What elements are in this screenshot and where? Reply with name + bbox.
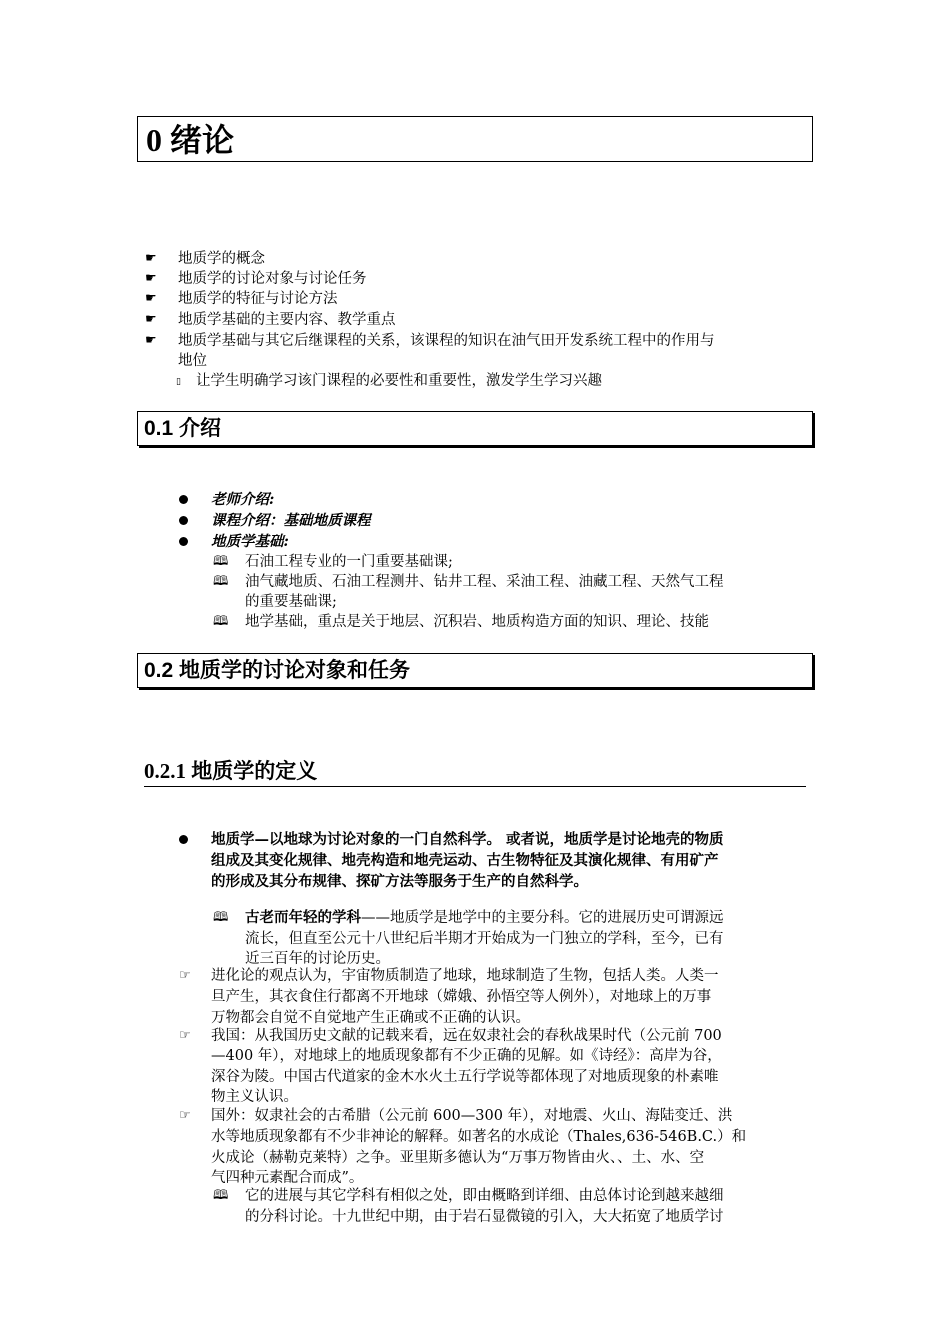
goal-marker-icon: ▯ bbox=[176, 377, 181, 387]
evolution-line-1: 进化论的观点认为，宇宙物质制造了地球，地球制造了生物，包括人类。人类一 bbox=[211, 968, 719, 984]
pointing-hand-icon: ☛ bbox=[145, 271, 157, 286]
china-line-4: 物主义认识。 bbox=[211, 1089, 298, 1105]
foundation-item-2: 油气藏地质、石油工程测井、钻井工程、采油工程、油藏工程、天然气工程 bbox=[245, 574, 724, 590]
definition-line-2: 组成及其变化规律、地壳构造和地壳运动、古生物特征及其演化规律、有用矿产 bbox=[211, 852, 719, 869]
definition-line-3: 的形成及其分布规律、探矿方法等服务于生产的自然科学。 bbox=[211, 873, 588, 890]
progress-line-1: 它的进展与其它学科有相似之处，即由概略到详细、由总体讨论到越来越细 bbox=[245, 1188, 724, 1204]
history-line-2: 流长，但直至公元十八世纪后半期才开始成为一门独立的学科，至今，已有 bbox=[245, 931, 724, 947]
progress-line-2: 的分科讨论。十九世纪中期，由于岩石显微镜的引入，大大拓宽了地质学讨 bbox=[245, 1209, 724, 1225]
history-line-3: 近三百年的讨论历史。 bbox=[245, 951, 390, 967]
foundation-item-1: 石油工程专业的一门重要基础课; bbox=[245, 554, 453, 570]
book-icon: 🕮 bbox=[213, 574, 229, 589]
book-icon: 🕮 bbox=[213, 614, 229, 629]
pointing-hand-icon: ☛ bbox=[145, 312, 157, 327]
foreign-line-4: 气四种元素配合而成”。 bbox=[211, 1170, 364, 1186]
definition-line-1: 地质学—以地球为讨论对象的一门自然科学。 或者说，地质学是讨论地壳的物质 bbox=[211, 831, 724, 848]
pointing-hand-icon: ☛ bbox=[145, 291, 157, 306]
pointing-hand-icon: ☛ bbox=[145, 251, 157, 266]
pointing-hand-icon: ☛ bbox=[145, 333, 157, 348]
section-0-1-title: 0.1 介绍 bbox=[137, 411, 813, 446]
chapter-title: 0 绪论 bbox=[137, 116, 813, 162]
foundation-item-2-cont: 的重要基础课; bbox=[245, 594, 337, 610]
history-line-1-rest: ——地质学是地学中的主要分科。它的进展历史可谓源远 bbox=[361, 910, 724, 926]
outline-item-content: 地质学基础的主要内容、教学重点 bbox=[178, 312, 396, 328]
course-intro: 课程介绍：基础地质课程 bbox=[211, 512, 371, 529]
china-line-1: 我国：从我国历史文献的记载来看，远在奴隶社会的春秋战果时代（公元前 700 bbox=[211, 1028, 722, 1044]
pointing-hand-outline-icon: ☞ bbox=[179, 1108, 191, 1123]
book-icon: 🕮 bbox=[213, 554, 229, 569]
book-icon: 🕮 bbox=[213, 910, 229, 925]
outline-item-object: 地质学的讨论对象与讨论任务 bbox=[178, 271, 367, 287]
evolution-line-2: 旦产生，其衣食住行都离不开地球（嫦娥、孙悟空等人例外），对地球上的万事 bbox=[211, 989, 712, 1005]
bullet-icon bbox=[179, 516, 188, 525]
outline-goal: 让学生明确学习该门课程的必要性和重要性，激发学生学习兴趣 bbox=[196, 373, 602, 389]
china-line-2: —400 年），对地球上的地质现象都有不少正确的见解。如《诗经》：高岸为谷， bbox=[211, 1048, 722, 1064]
section-0-2-1-title: 0.2.1 地质学的定义 bbox=[144, 756, 806, 787]
bullet-icon bbox=[179, 835, 188, 844]
foreign-line-1: 国外：奴隶社会的古希腊（公元前 600—300 年），对地震、火山、海陆变迁、洪 bbox=[211, 1108, 733, 1124]
outline-item-concept: 地质学的概念 bbox=[178, 251, 265, 267]
teacher-intro: 老师介绍: bbox=[211, 491, 275, 508]
history-line-1 bbox=[245, 908, 724, 928]
book-icon: 🕮 bbox=[213, 1188, 229, 1203]
evolution-line-3: 万物都会自觉不自觉地产生正确或不正确的认识。 bbox=[211, 1010, 530, 1026]
foreign-line-2: 水等地质现象都有不少非神论的解释。如著名的水成论（Thales,636-546B.C.）和 bbox=[211, 1129, 747, 1145]
outline-item-relation-cont: 地位 bbox=[178, 353, 207, 369]
bullet-icon bbox=[179, 537, 188, 546]
outline-item-features: 地质学的特征与讨论方法 bbox=[178, 291, 338, 307]
pointing-hand-outline-icon: ☞ bbox=[179, 968, 191, 983]
pointing-hand-outline-icon: ☞ bbox=[179, 1028, 191, 1043]
bullet-icon bbox=[179, 495, 188, 504]
history-keyword: 古老而年轻的学科 bbox=[245, 909, 361, 926]
geology-foundation: 地质学基础: bbox=[211, 533, 289, 550]
outline-item-relation: 地质学基础与其它后继课程的关系，该课程的知识在油气田开发系统工程中的作用与 bbox=[178, 333, 715, 349]
foundation-item-3: 地学基础，重点是关于地层、沉积岩、地质构造方面的知识、理论、技能 bbox=[245, 614, 709, 630]
china-line-3: 深谷为陵。中国古代道家的金木水火土五行学说等都体现了对地质现象的朴素唯 bbox=[211, 1069, 719, 1085]
foreign-line-3: 火成论（赫勒克莱特）之争。亚里斯多德认为“万事万物皆由火、、土、水、空 bbox=[211, 1150, 705, 1166]
section-0-2-title: 0.2 地质学的讨论对象和任务 bbox=[137, 653, 813, 688]
